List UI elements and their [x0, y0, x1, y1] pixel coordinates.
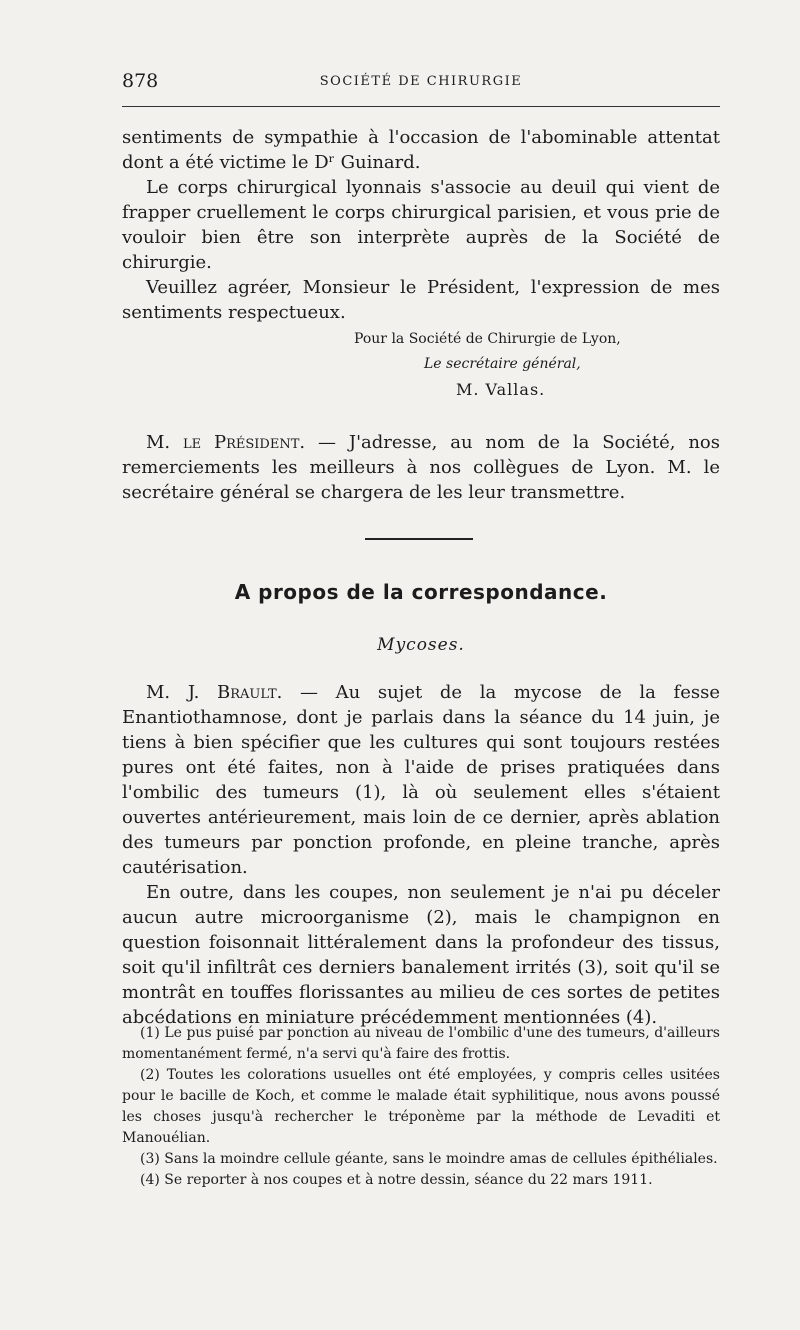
header-rule: [122, 106, 720, 107]
brault-paragraph-1-text: — Au sujet de la mycose de la fesse Enantiothamnose, dont je parlais dans la séance du 14 juin, je tiens à bien spécifier que les cultures qui sont toujours restées pures ont été faites, non à l'aide de prises pratiquées dans l'ombilic des tumeurs (1), là où seulement elles s'étaient ouvertes antérieurement, mais loin de ce dernier, après ablation des tumeurs par ponction profonde, en pleine tranche, après cautérisation.: [122, 682, 720, 878]
section-title: A propos de la correspondance.: [234, 580, 608, 604]
running-head: SOCIÉTÉ DE CHIRURGIE: [319, 74, 523, 89]
signature-name: M. Vallas.: [456, 380, 546, 399]
brault-speaker: M. J. Brault.: [146, 682, 283, 703]
section-subtitle: Mycoses.: [377, 635, 465, 655]
signature-block: [122, 327, 720, 402]
brault-body: [122, 680, 720, 1030]
president-speaker: M. le Président.: [146, 432, 306, 453]
footnotes: [122, 1023, 720, 1191]
president-reply: [122, 430, 720, 505]
footnote-3: (3) Sans la moindre cellule géante, sans le moindre amas de cellules épithéliales.: [140, 1151, 718, 1167]
letter-body: [122, 125, 720, 505]
letter-paragraph-2: Le corps chirurgical lyonnais s'associe au deuil qui vient de frapper cruellement le corps chirurgical parisien, et vous prie de vouloir bien être son interprète auprès de la Société de chirurgie.: [122, 177, 720, 273]
section-divider: [365, 538, 473, 540]
page-number: 878: [122, 70, 159, 92]
footnote-4: (4) Se reporter à nos coupes et à notre dessin, séance du 22 mars 1911.: [140, 1172, 653, 1188]
footnote-2: (2) Toutes les colorations usuelles ont été employées, y compris celles usitées pour le bacille de Koch, et comme le malade était syphilitique, nous avons poussé les choses jusqu'à rechercher le tréponème par la méthode de Levaditi et Manouélian.: [122, 1067, 720, 1146]
brault-paragraph-2: En outre, dans les coupes, non seulement je n'ai pu déceler aucun autre microorganisme (2), mais le champignon en question foisonnait littéralement dans la profondeur des tissus, soit qu'il infiltrât ces derniers banalement irrités (3), soit qu'il se montrât en touffes florissantes au milieu de ces sortes de petites abcédations en miniature précédemment mentionnées (4).: [122, 882, 720, 1028]
brault-paragraph-1: [122, 680, 720, 880]
page-header: [122, 70, 720, 98]
letter-paragraph-1: sentiments de sympathie à l'occasion de l'abominable attentat dont a été victime le Dʳ Guinard.: [122, 127, 720, 173]
signature-line-2: Le secrétaire général,: [424, 356, 581, 372]
signature-line-1: Pour la Société de Chirurgie de Lyon,: [354, 331, 621, 347]
letter-paragraph-3: Veuillez agréer, Monsieur le Président, l'expression de mes sentiments respectueux.: [122, 277, 720, 323]
president-reply-text: — J'adresse, au nom de la Société, nos remerciements les meilleurs à nos collègues de Lyon. M. le secrétaire général se chargera de les leur transmettre.: [122, 432, 720, 503]
footnote-1: (1) Le pus puisé par ponction au niveau de l'ombilic d'une des tumeurs, d'ailleurs momentanément fermé, n'a servi qu'à faire des frottis.: [122, 1025, 720, 1062]
